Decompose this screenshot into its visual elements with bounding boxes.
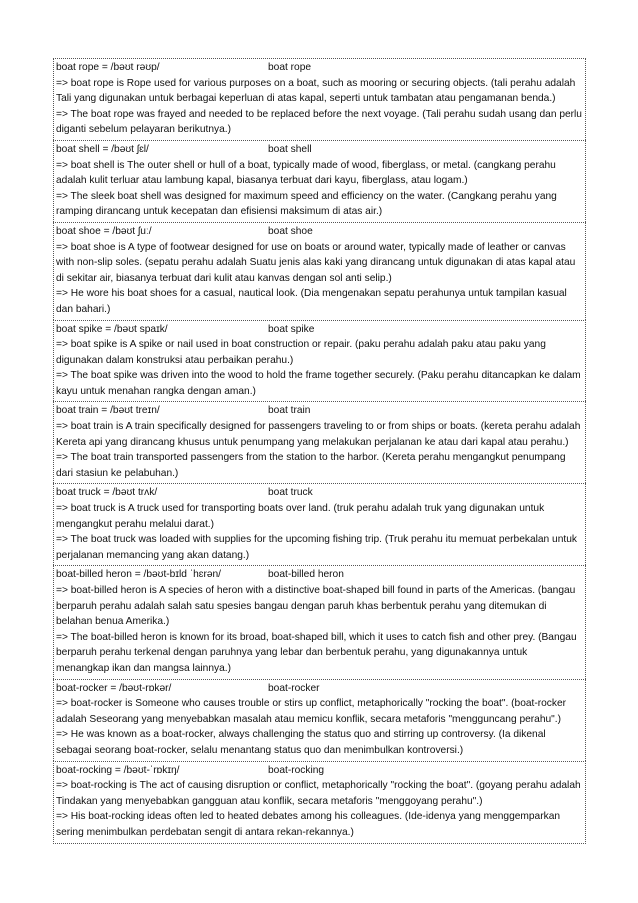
entry-term: boat-rocker: [268, 682, 320, 694]
dictionary-entry: [53, 679, 586, 761]
entry-definition: => boat-billed heron is A species of heron with a distinctive boat-shaped bill found in parts of the Americas. (bangau berparuh perahu adalah salah satu spesies bangau dengan paruh khas berbentuk perahu yang ditemukan di belahan benua Amerika.): [56, 585, 576, 628]
entry-example: => He wore his boat shoes for a casual, nautical look. (Dia mengenakan sepatu perahunya untuk tampilan kasual dan bahari.): [56, 288, 567, 315]
entry-pronunciation: boat spike = /bəʊt spaɪk/: [56, 323, 168, 335]
entry-heading: [56, 403, 583, 419]
entry-heading: [56, 763, 583, 779]
dictionary-entry: [53, 761, 586, 844]
entry-pronunciation: boat truck = /bəʊt trʌk/: [56, 487, 158, 499]
dictionary-entry: [53, 140, 586, 222]
dictionary-entry: [53, 58, 586, 140]
dictionary-entry: [53, 222, 586, 320]
entry-definition: => boat shoe is A type of footwear designed for use on boats or around water, typically made of leather or canvas with non-slip soles. (sepatu perahu adalah Suatu jenis alas kaki yang dirancang untuk digunakan di atas kapal atau di sekitar air, biasanya terbuat dari kulit atau kanvas dengan sol anti selip.): [56, 241, 576, 284]
entry-example: => The boat train transported passengers from the station to the harbor. (Kereta perahu mengangkut penumpang dari stasiun ke pelabuhan.): [56, 452, 566, 479]
entry-pronunciation: boat rope = /bəʊt rəʊp/: [56, 62, 160, 73]
entry-pronunciation: boat train = /bəʊt treɪn/: [56, 405, 160, 417]
entry-definition: => boat-rocking is The act of causing disruption or conflict, metaphorically "rocking the boat". (goyang perahu adalah Tindakan yang menyebabkan gangguan atau konflik, secara metaforis "menggoyang perahu".): [56, 780, 581, 807]
entry-definition: => boat shell is The outer shell or hull of a boat, typically made of wood, fiberglass, or metal. (cangkang perahu adalah kulit terluar atau lambung kapal, biasanya terbuat dari kayu, fiberglass, atau logam.): [56, 159, 556, 187]
entry-heading: [56, 322, 583, 338]
entry-example: => He was known as a boat-rocker, always challenging the status quo and stirring up controversy. (Ia dikenal sebagai seorang boat-rocker, selalu menantang status quo dan menimbulkan kontroversi.): [56, 729, 546, 756]
entry-term: boat shell: [268, 143, 312, 155]
entry-term: boat shoe: [268, 225, 313, 237]
entry-heading: [56, 681, 583, 697]
entry-definition: => boat train is A train specifically designed for passengers traveling to or from ships or boats. (kereta perahu adalah Kereta api yang dirancang khusus untuk penumpang yang melakukan perjalanan ke atau dari kapal atau perahu.): [56, 421, 581, 448]
entry-heading: [56, 567, 583, 583]
dictionary-entry: [53, 565, 586, 678]
dictionary-entry: [53, 320, 586, 402]
entry-heading: [56, 142, 583, 158]
entry-example: => The boat truck was loaded with supplies for the upcoming fishing trip. (Truk perahu itu memuat perbekalan untuk perjalanan memancing yang akan datang.): [56, 534, 577, 561]
entry-term: boat-rocking: [268, 764, 325, 776]
entry-pronunciation: boat shoe = /bəʊt ʃuː/: [56, 225, 152, 237]
entry-list: [53, 58, 586, 844]
entry-pronunciation: boat shell = /bəʊt ʃɛl/: [56, 143, 149, 155]
entry-example: => The boat-billed heron is known for its broad, boat-shaped bill, which it uses to catch fish and other prey. (Bangau berparuh perahu terkenal dengan paruhnya yang lebar dan berbentuk perahu, yang digunakannya untuk menangkap ikan dan mangsa lainnya.): [56, 631, 577, 674]
entry-heading: [56, 60, 583, 76]
entry-example: => The boat rope was frayed and needed to be replaced before the next voyage. (Tali perahu sudah usang dan perlu diganti sebelum pelayaran berikutnya.): [56, 108, 582, 136]
entry-pronunciation: boat-billed heron = /bəʊt-bɪld ˈhɛrən/: [56, 569, 222, 581]
dictionary-entry: [53, 483, 586, 565]
entry-example: => The boat spike was driven into the wood to hold the frame together securely. (Paku perahu ditancapkan ke dalam kayu untuk menahan rangka dengan aman.): [56, 370, 581, 397]
entry-example: => The sleek boat shell was designed for maximum speed and efficiency on the water. (Cangkang perahu yang ramping dirancang untuk kecepatan dan efisiensi maksimum di atas air.): [56, 190, 557, 218]
entry-example: => His boat-rocking ideas often led to heated debates among his colleagues. (Ide-idenya yang menggemparkan sering menimbulkan perdebatan sengit di antara rekan-rekannya.): [56, 811, 561, 838]
entry-pronunciation: boat-rocking = /bəʊt-ˈrɒkɪŋ/: [56, 764, 180, 776]
dictionary-entry: [53, 401, 586, 483]
entry-definition: => boat spike is A spike or nail used in boat construction or repair. (paku perahu adalah paku atau paku yang digunakan dalam konstruksi atau perbaikan perahu.): [56, 339, 546, 366]
entry-term: boat rope: [268, 62, 312, 73]
entry-definition: => boat-rocker is Someone who causes trouble or stirs up conflict, metaphorically "rocking the boat". (boat-rocker adalah Seseorang yang menyebabkan masalah atau memicu konflik, secara metaforis "mengguncang perahu".): [56, 698, 567, 725]
entry-pronunciation: boat-rocker = /bəʊt-rɒkər/: [56, 682, 172, 694]
entry-definition: => boat truck is A truck used for transporting boats over land. (truk perahu adalah truk yang digunakan untuk mengangkut perahu melalui darat.): [56, 503, 545, 530]
entry-term: boat-billed heron: [268, 569, 344, 581]
entry-heading: [56, 485, 583, 501]
entry-term: boat spike: [268, 323, 315, 335]
entry-term: boat train: [268, 405, 311, 417]
entry-definition: => boat rope is Rope used for various purposes on a boat, such as mooring or securing objects. (tali perahu adalah Tali yang digunakan untuk berbagai keperluan di atas kapal, seperti untuk tambatan atau pengamanan benda.): [56, 77, 576, 105]
entry-heading: [56, 224, 583, 240]
entry-term: boat truck: [268, 487, 313, 499]
